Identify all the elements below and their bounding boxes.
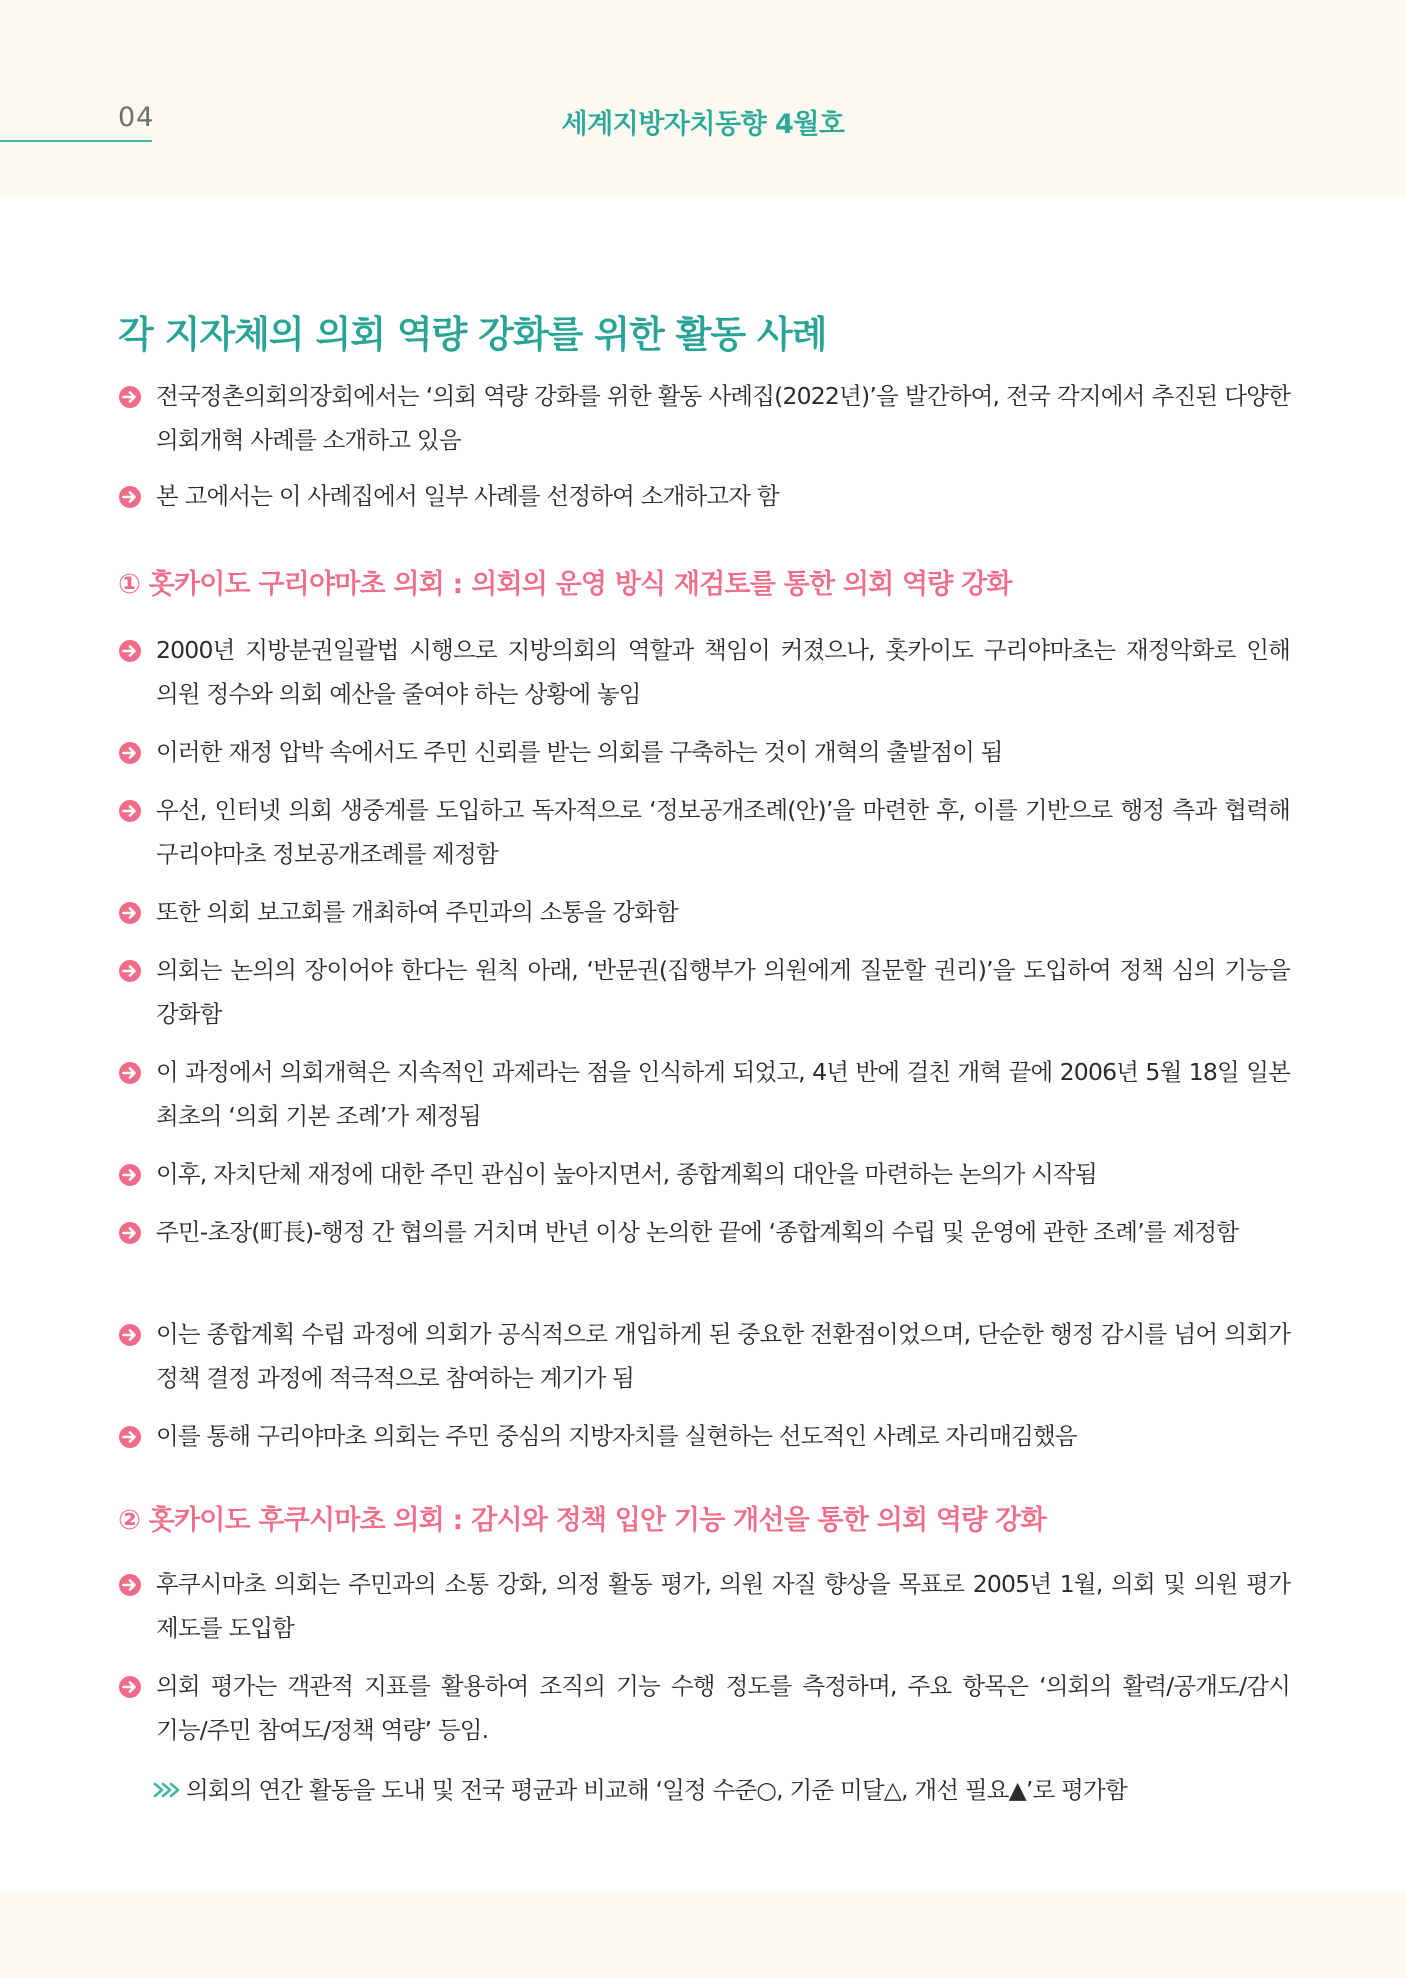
sub-note-text: 의회의 연간 활동을 도내 및 전국 평균과 비교해 ‘일정 수준○, 기준 미달△, 개선 필요▲’로 평가함 [186, 1776, 1127, 1804]
bullet-text: 이 과정에서 의회개혁은 지속적인 과제라는 점을 인식하게 되었고, 4년 반에 걸친 개혁 끝에 2006년 5월 18일 일본 최초의 ‘의회 기본 조례’가 제정됨 [156, 1058, 1290, 1130]
circle-arrow-icon [118, 1323, 142, 1347]
bullet-text: 본 고에서는 이 사례집에서 일부 사례를 선정하여 소개하고자 함 [156, 482, 779, 510]
bullet-text: 또한 의회 보고회를 개최하여 주민과의 소통을 강화함 [156, 898, 678, 926]
circle-arrow-icon [118, 959, 142, 983]
circle-arrow-icon [118, 1061, 142, 1085]
page-number: 04 [118, 102, 155, 133]
case-bullet [118, 1562, 1290, 1650]
case-bullet [118, 1152, 1290, 1196]
circle-arrow-icon [118, 1425, 142, 1449]
bullet-text: 이는 종합계획 수립 과정에 의회가 공식적으로 개입하게 된 중요한 전환점이었으며, 단순한 행정 감시를 넘어 의회가 정책 결정 과정에 적극적으로 참여하는 계기가 됨 [156, 1320, 1290, 1392]
case-bullet [118, 948, 1290, 1036]
case-bullet [118, 788, 1290, 876]
bullet-text: 이를 통해 구리야마초 의회는 주민 중심의 지방자치를 실현하는 선도적인 사례로 자리매김했음 [156, 1422, 1077, 1450]
circle-arrow-icon [118, 741, 142, 765]
circle-arrow-icon [118, 639, 142, 663]
circle-arrow-icon [118, 485, 142, 509]
footer-band [0, 1892, 1406, 1978]
case-bullet [118, 1414, 1290, 1458]
circle-arrow-icon [118, 1573, 142, 1597]
section-title: 각 지자체의 의회 역량 강화를 위한 활동 사례 [118, 313, 827, 356]
circle-arrow-icon [118, 1221, 142, 1245]
case-bullet [118, 890, 1290, 934]
circle-arrow-icon [118, 385, 142, 409]
bullet-text: 주민-초장(町長)-행정 간 협의를 거치며 반년 이상 논의한 끝에 ‘종합계획의 수립 및 운영에 관한 조례’를 제정함 [156, 1218, 1239, 1246]
case-heading: ① 홋카이도 구리야마초 의회 : 의회의 운영 방식 재검토를 통한 의회 역량 강화 [118, 569, 1012, 600]
case-heading: ② 홋카이도 후쿠시마초 의회 : 감시와 정책 입안 기능 개선을 통한 의회 역량 강화 [118, 1505, 1046, 1536]
circle-arrow-icon [118, 1163, 142, 1187]
circle-arrow-icon [118, 1675, 142, 1699]
bullet-text: 우선, 인터넷 의회 생중계를 도입하고 독자적으로 ‘정보공개조례(안)’을 마련한 후, 이를 기반으로 행정 측과 협력해 구리야마초 정보공개조례를 제정함 [156, 796, 1290, 868]
circle-arrow-icon [118, 901, 142, 925]
bullet-text: 후쿠시마초 의회는 주민과의 소통 강화, 의정 활동 평가, 의원 자질 향상을 목표로 2005년 1월, 의회 및 의원 평가 제도를 도입함 [156, 1570, 1290, 1642]
case-bullet [118, 1050, 1290, 1138]
publication-title: 세계지방자치동향 4월호 [561, 109, 845, 140]
bullet-text: 이러한 재정 압박 속에서도 주민 신뢰를 받는 의회를 구축하는 것이 개혁의 출발점이 됨 [156, 738, 1003, 766]
circle-arrow-icon [118, 799, 142, 823]
case-bullet [118, 730, 1290, 774]
header-band [0, 0, 1406, 196]
intro-bullet [118, 474, 1290, 518]
case-bullet [118, 1210, 1290, 1254]
sub-note [152, 1768, 1290, 1812]
bullet-text: 2000년 지방분권일괄법 시행으로 지방의회의 역할과 책임이 커졌으나, 홋카이도 구리야마초는 재정악화로 인해 의원 정수와 의회 예산을 줄여야 하는 상황에 놓임 [156, 636, 1290, 708]
double-chevron-icon [152, 1782, 180, 1798]
case-bullet [118, 1312, 1290, 1400]
bullet-text: 의회 평가는 객관적 지표를 활용하여 조직의 기능 수행 정도를 측정하며, 주요 항목은 ‘의회의 활력/공개도/감시 기능/주민 참여도/정책 역량’ 등임. [156, 1672, 1290, 1744]
bullet-text: 이후, 자치단체 재정에 대한 주민 관심이 높아지면서, 종합계획의 대안을 마련하는 논의가 시작됨 [156, 1160, 1097, 1188]
bullet-text: 의회는 논의의 장이어야 한다는 원칙 아래, ‘반문권(집행부가 의원에게 질문할 권리)’을 도입하여 정책 심의 기능을 강화함 [156, 956, 1290, 1028]
intro-bullet [118, 374, 1290, 462]
bullet-text: 전국정촌의회의장회에서는 ‘의회 역량 강화를 위한 활동 사례집(2022년)’을 발간하여, 전국 각지에서 추진된 다양한 의회개혁 사례를 소개하고 있음 [156, 382, 1290, 454]
case-bullet [118, 628, 1290, 716]
case-bullet [118, 1664, 1290, 1752]
